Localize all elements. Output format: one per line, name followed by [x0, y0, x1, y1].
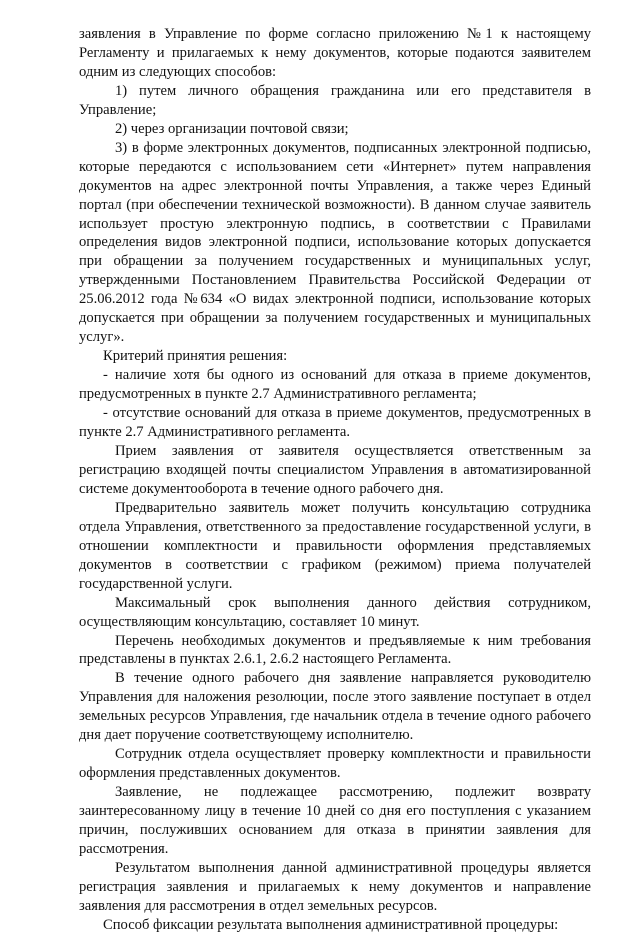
paragraph-criterion-grounds-absent: - отсутствие оснований для отказа в приеме документов, предусмотренных в пункте 2.7 Административного регламента.	[79, 405, 591, 441]
paragraph-criterion-grounds-present: - наличие хотя бы одного из оснований для отказа в приеме документов, предусмотренных в пункте 2.7 Административного регламента;	[79, 367, 591, 403]
paragraph-preliminary-consultation: Предварительно заявитель может получить консультацию сотрудника отдела Управления, ответственного за предоставление государственной услуги, в отношении комплектности и правильности оформления представляемых документов в соответствии с графиком (режимом) приема получателей государственной услуги.	[79, 499, 591, 592]
paragraph-document-list: Перечень необходимых документов и предъявляемые к ним требования представлены в пунктах 2.6.1, 2.6.2 настоящего Регламента.	[79, 632, 591, 668]
paragraph-application-return: Заявление, не подлежащее рассмотрению, подлежит возврату заинтересованному лицу в течение 10 дней со дня его поступления с указанием причин, послуживших основанием для отказа в принятии заявления для рассмотрения.	[79, 784, 591, 857]
paragraph-method-electronic: 3) в форме электронных документов, подписанных электронной подписью, которые передаются с использованием сети «Интернет» путем направления документов на адрес электронной почты Управления, а также через Единый портал (при обеспечении технической возможности). В данном случае заявитель использует простую электронную подпись, в соответствии с Правилами определения видов электронной подписи, использование которых допускается при обращении за получением государственных и муниципальных услуг, утвержденными Постановлением Правительства Российской Федерации от 25.06.2012 года №634 «О видах электронной подписи, использование которых допускается при обращении за получением государственных и муниципальных услуг».	[79, 139, 591, 346]
paragraph-result-recording: Способ фиксации результата выполнения административной процедуры:	[103, 916, 559, 933]
paragraph-procedure-result: Результатом выполнения данной административной процедуры является регистрация заявления и прилагаемых к нему документов и направление заявления для рассмотрения в отдел земельных ресурсов.	[79, 859, 591, 914]
paragraph-max-duration: Максимальный срок выполнения данного действия сотрудником, осуществляющим консультацию, составляет 10 минут.	[79, 594, 591, 630]
paragraph-resolution-routing: В течение одного рабочего дня заявление направляется руководителю Управления для наложения резолюции, после этого заявление поступает в отдел земельных ресурсов Управления, где начальник отдела в течение одного рабочего дня дает поручение соответствующему исполнителю.	[79, 670, 591, 744]
paragraph-application-submission: заявления в Управление по форме согласно приложению №1 к настоящему Регламенту и прилагаемых к нему документов, которые подаются заявителем одним из следующих способов:	[79, 26, 591, 80]
paragraph-method-personal: 1) путем личного обращения гражданина или его представителя в Управление;	[79, 82, 591, 118]
paragraph-method-postal: 2) через организации почтовой связи;	[115, 120, 349, 137]
paragraph-decision-criteria: Критерий принятия решения:	[103, 348, 288, 365]
paragraph-completeness-check: Сотрудник отдела осуществляет проверку комплектности и правильности оформления представленных документов.	[79, 746, 591, 782]
document-text	[79, 25, 591, 935]
paragraph-application-reception: Прием заявления от заявителя осуществляется ответственным за регистрацию входящей почты специалистом Управления в автоматизированной системе документооборота в течение одного рабочего дня.	[79, 442, 591, 497]
